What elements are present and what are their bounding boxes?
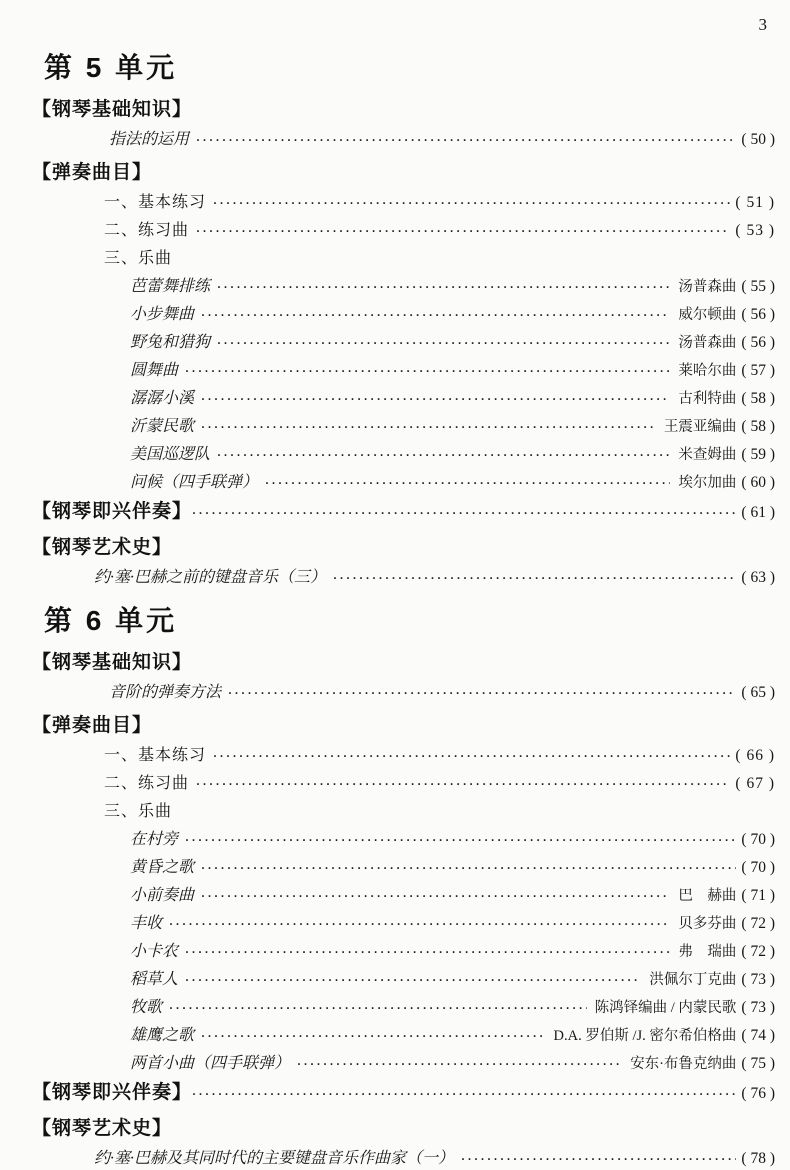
song-entry bbox=[130, 388, 775, 410]
dot-leader bbox=[201, 416, 656, 438]
page-ref: ( 61 ) bbox=[741, 504, 775, 521]
song-entry bbox=[130, 332, 775, 354]
toc-entry bbox=[109, 682, 775, 704]
page-number: 3 bbox=[758, 15, 767, 34]
song-entry bbox=[130, 416, 775, 438]
entry-title: 二、练习曲 bbox=[104, 775, 190, 792]
dot-leader bbox=[217, 276, 670, 298]
toc-entry bbox=[104, 801, 775, 823]
song-entry bbox=[130, 885, 775, 907]
song-title: 潺潺小溪 bbox=[130, 390, 195, 407]
toc-entry bbox=[104, 248, 775, 270]
song-title: 野兔和猎狗 bbox=[130, 334, 211, 351]
song-title: 问候（四手联弹） bbox=[130, 474, 259, 491]
song-composer: 洪佩尔丁克曲 bbox=[649, 972, 737, 988]
dot-leader bbox=[185, 941, 670, 963]
page-ref: ( 66 ) bbox=[735, 747, 775, 764]
page-ref: ( 56 ) bbox=[741, 334, 775, 351]
page-ref: ( 70 ) bbox=[741, 859, 775, 876]
song-composer: 安东·布鲁克纳曲 bbox=[630, 1056, 737, 1072]
page-ref: ( 76 ) bbox=[741, 1085, 775, 1102]
page-ref: ( 70 ) bbox=[741, 831, 775, 848]
page-ref: ( 59 ) bbox=[741, 446, 775, 463]
song-composer: 贝多芬曲 bbox=[678, 916, 737, 932]
entry-title: 约·塞·巴赫及其同时代的主要键盘音乐作曲家（一） bbox=[94, 1150, 455, 1167]
page-ref: ( 50 ) bbox=[741, 131, 775, 148]
page-ref: ( 55 ) bbox=[741, 278, 775, 295]
dot-leader bbox=[169, 913, 670, 935]
dot-leader bbox=[196, 129, 736, 151]
song-composer: 巴 赫曲 bbox=[678, 888, 737, 904]
toc-entry bbox=[104, 220, 775, 242]
song-title: 雄鹰之歌 bbox=[130, 1027, 195, 1044]
dot-leader bbox=[169, 997, 587, 1019]
improv-header: 【钢琴即兴伴奏】 bbox=[32, 1082, 193, 1103]
dot-leader bbox=[213, 192, 730, 214]
unit-5-basics-header: 【钢琴基础知识】 bbox=[32, 99, 193, 120]
song-title: 丰收 bbox=[130, 915, 163, 932]
dot-leader bbox=[217, 332, 670, 354]
entry-title: 一、基本练习 bbox=[104, 747, 207, 764]
toc-entry bbox=[94, 567, 775, 589]
page-ref: ( 72 ) bbox=[741, 915, 775, 932]
song-title: 小步舞曲 bbox=[130, 306, 195, 323]
page-ref: ( 75 ) bbox=[741, 1055, 775, 1072]
song-composer: 汤普森曲 bbox=[678, 279, 737, 295]
song-entry bbox=[130, 304, 775, 326]
entry-title: 三、乐曲 bbox=[104, 250, 173, 267]
song-title: 牧歌 bbox=[130, 999, 163, 1016]
dot-leader bbox=[192, 1081, 736, 1107]
dot-leader bbox=[192, 500, 736, 526]
page-ref: ( 53 ) bbox=[735, 222, 775, 239]
page-ref: ( 58 ) bbox=[741, 390, 775, 407]
unit-5-heading: 第 5 单元 bbox=[44, 52, 178, 83]
song-entry bbox=[130, 857, 775, 879]
song-entry bbox=[130, 1025, 775, 1047]
dot-leader bbox=[228, 682, 736, 704]
dot-leader bbox=[201, 304, 670, 326]
song-composer: 威尔顿曲 bbox=[678, 307, 737, 323]
song-title: 小卡农 bbox=[130, 943, 179, 960]
song-title: 两首小曲（四手联弹） bbox=[130, 1055, 291, 1072]
page-ref: ( 60 ) bbox=[741, 474, 775, 491]
song-entry bbox=[130, 360, 775, 382]
entry-title: 指法的运用 bbox=[109, 131, 190, 148]
unit-6-heading: 第 6 单元 bbox=[44, 605, 178, 636]
song-composer: 埃尔加曲 bbox=[678, 475, 737, 491]
page-ref: ( 65 ) bbox=[741, 684, 775, 701]
song-title: 圆舞曲 bbox=[130, 362, 179, 379]
dot-leader bbox=[201, 857, 736, 879]
dot-leader bbox=[201, 1025, 546, 1047]
page-ref: ( 67 ) bbox=[735, 775, 775, 792]
song-entry bbox=[130, 969, 775, 991]
song-entry bbox=[130, 444, 775, 466]
song-title: 在村旁 bbox=[130, 831, 179, 848]
unit-5 bbox=[32, 48, 775, 589]
page-ref: ( 73 ) bbox=[741, 999, 775, 1016]
entry-title: 一、基本练习 bbox=[104, 194, 207, 211]
song-entry bbox=[130, 1053, 775, 1075]
entry-title: 约·塞·巴赫之前的键盘音乐（三） bbox=[94, 569, 327, 586]
page-ref: ( 74 ) bbox=[741, 1027, 775, 1044]
unit-6-improv-entry bbox=[32, 1080, 775, 1107]
song-composer: 弗 瑞曲 bbox=[678, 944, 737, 960]
song-composer: D.A. 罗伯斯 /J. 密尔希伯格曲 bbox=[553, 1028, 737, 1044]
song-title: 美国巡逻队 bbox=[130, 446, 211, 463]
song-composer: 莱哈尔曲 bbox=[678, 363, 737, 379]
page-ref: ( 57 ) bbox=[741, 362, 775, 379]
dot-leader bbox=[333, 567, 736, 589]
song-entry bbox=[130, 276, 775, 298]
song-entry bbox=[130, 941, 775, 963]
improv-header: 【钢琴即兴伴奏】 bbox=[32, 501, 193, 522]
page-ref: ( 56 ) bbox=[741, 306, 775, 323]
toc-entry bbox=[104, 745, 775, 767]
dot-leader bbox=[297, 1053, 622, 1075]
song-title: 小前奏曲 bbox=[130, 887, 195, 904]
song-composer: 汤普森曲 bbox=[678, 335, 737, 351]
song-entry bbox=[130, 997, 775, 1019]
toc-entry bbox=[109, 129, 775, 151]
page-ref: ( 71 ) bbox=[741, 887, 775, 904]
page-ref: ( 73 ) bbox=[741, 971, 775, 988]
unit-5-improv-entry bbox=[32, 499, 775, 526]
page-ref: ( 78 ) bbox=[741, 1150, 775, 1167]
toc-entry bbox=[104, 192, 775, 214]
song-title: 稻草人 bbox=[130, 971, 179, 988]
unit-5-history-header: 【钢琴艺术史】 bbox=[32, 537, 173, 558]
page-ref: ( 72 ) bbox=[741, 943, 775, 960]
dot-leader bbox=[185, 969, 641, 991]
dot-leader bbox=[265, 472, 670, 494]
dot-leader bbox=[201, 388, 670, 410]
dot-leader bbox=[196, 220, 730, 242]
song-title: 沂蒙民歌 bbox=[130, 418, 195, 435]
page-ref: ( 51 ) bbox=[735, 194, 775, 211]
unit-6-history-header: 【钢琴艺术史】 bbox=[32, 1118, 173, 1139]
dot-leader bbox=[196, 773, 730, 795]
song-composer: 王震亚编曲 bbox=[663, 419, 737, 435]
song-entry bbox=[130, 913, 775, 935]
entry-title: 二、练习曲 bbox=[104, 222, 190, 239]
song-title: 黄昏之歌 bbox=[130, 859, 195, 876]
dot-leader bbox=[185, 829, 736, 851]
song-composer: 陈鸿铎编曲 / 内蒙民歌 bbox=[594, 1000, 737, 1016]
page-ref: ( 58 ) bbox=[741, 418, 775, 435]
song-composer: 米查姆曲 bbox=[678, 447, 737, 463]
song-entry bbox=[130, 472, 775, 494]
dot-leader bbox=[217, 444, 670, 466]
entry-title: 音阶的弹奏方法 bbox=[109, 684, 222, 701]
unit-6-repertoire-header: 【弹奏曲目】 bbox=[32, 715, 153, 736]
dot-leader bbox=[185, 360, 670, 382]
toc-entry bbox=[104, 773, 775, 795]
dot-leader bbox=[201, 885, 670, 907]
entry-title: 三、乐曲 bbox=[104, 803, 173, 820]
unit-6-basics-header: 【钢琴基础知识】 bbox=[32, 652, 193, 673]
dot-leader bbox=[213, 745, 730, 767]
page-ref: ( 63 ) bbox=[741, 569, 775, 586]
song-entry bbox=[130, 829, 775, 851]
unit-5-repertoire-header: 【弹奏曲目】 bbox=[32, 162, 153, 183]
song-composer: 古利特曲 bbox=[678, 391, 737, 407]
unit-6 bbox=[32, 601, 775, 1170]
song-title: 芭蕾舞排练 bbox=[130, 278, 211, 295]
